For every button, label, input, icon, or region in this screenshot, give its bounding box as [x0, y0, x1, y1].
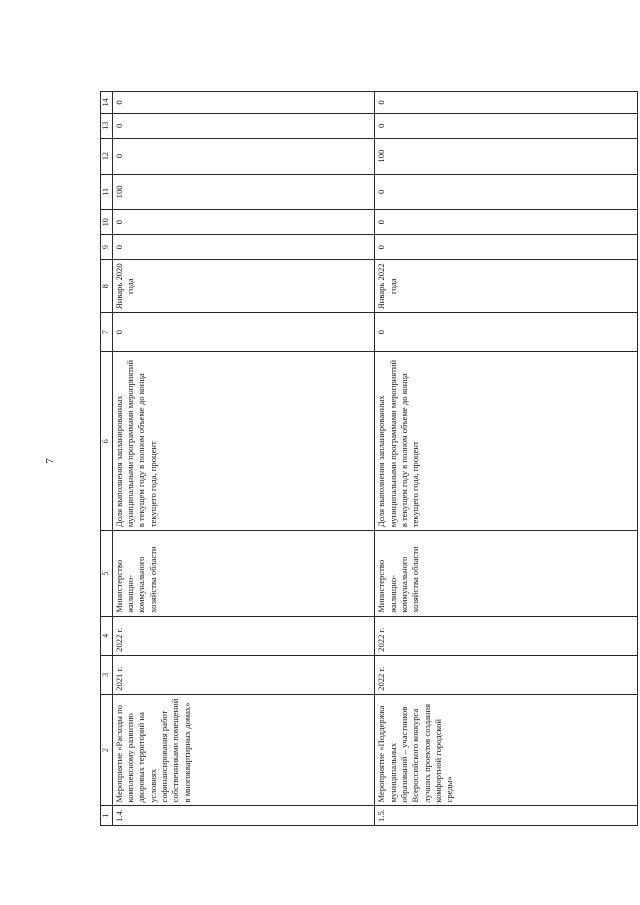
cell-col-9: 0	[112, 235, 375, 260]
col-header-7: 7	[101, 313, 113, 352]
col-header-11: 11	[101, 174, 113, 210]
cell-col-14: 0	[112, 92, 375, 114]
start-year: 2021 г.	[112, 655, 375, 694]
cell-col-12: 0	[112, 138, 375, 174]
cell-col-13: 0	[112, 113, 375, 138]
indicator-name: Доля выполнения запланированных муниципальными программами мероприятий в текущем году в полном объеме до конца текущего года, процент	[375, 352, 638, 531]
col-header-8: 8	[101, 260, 113, 313]
col-header-9: 9	[101, 235, 113, 260]
header-row	[101, 92, 113, 826]
row-number: 1.4.	[112, 806, 375, 826]
cell-col-13: 0	[375, 113, 638, 138]
start-year: 2022 г.	[375, 655, 638, 694]
cell-col-8: Январь 2022 года	[375, 260, 638, 313]
table-row	[112, 92, 375, 826]
cell-col-10: 0	[375, 210, 638, 235]
responsible-executor: Министерство жилищно-коммунального хозяйства области	[375, 531, 638, 617]
cell-col-7: 0	[375, 313, 638, 352]
end-year: 2022 г.	[112, 616, 375, 655]
end-year: 2022 г.	[375, 616, 638, 655]
col-header-2: 2	[101, 694, 113, 806]
program-events-table	[100, 91, 638, 826]
cell-col-11: 100	[112, 174, 375, 210]
event-name: Мероприятие «Расходы по комплексному развитию дворовых территорий на условиях софинансирования работ собственниками помещений в многоквартирных домах»	[112, 694, 375, 806]
cell-col-9: 0	[375, 235, 638, 260]
col-header-10: 10	[101, 210, 113, 235]
cell-col-7: 0	[112, 313, 375, 352]
col-header-3: 3	[101, 655, 113, 694]
cell-col-11: 0	[375, 174, 638, 210]
cell-col-8: Январь 2020 года	[112, 260, 375, 313]
col-header-4: 4	[101, 616, 113, 655]
col-header-12: 12	[101, 138, 113, 174]
cell-col-12: 100	[375, 138, 638, 174]
col-header-5: 5	[101, 531, 113, 617]
table-row	[375, 92, 638, 826]
rotated-table-wrapper	[100, 91, 638, 826]
row-number: 1.5.	[375, 806, 638, 826]
cell-col-14: 0	[375, 92, 638, 114]
page-number: 7	[43, 458, 56, 464]
indicator-name: Доля выполнения запланированных муниципальными программами мероприятий в текущем году в полном объеме до конца текущего года, процент	[112, 352, 375, 531]
cell-col-10: 0	[112, 210, 375, 235]
col-header-1: 1	[101, 806, 113, 826]
event-name: Мероприятие «Поддержка муниципальных образований – участников Всероссийского конкурса лучших проектов создания комфортной городской среды»	[375, 694, 638, 806]
col-header-6: 6	[101, 352, 113, 531]
col-header-13: 13	[101, 113, 113, 138]
col-header-14: 14	[101, 92, 113, 114]
responsible-executor: Министерство жилищно-коммунального хозяйства области	[112, 531, 375, 617]
